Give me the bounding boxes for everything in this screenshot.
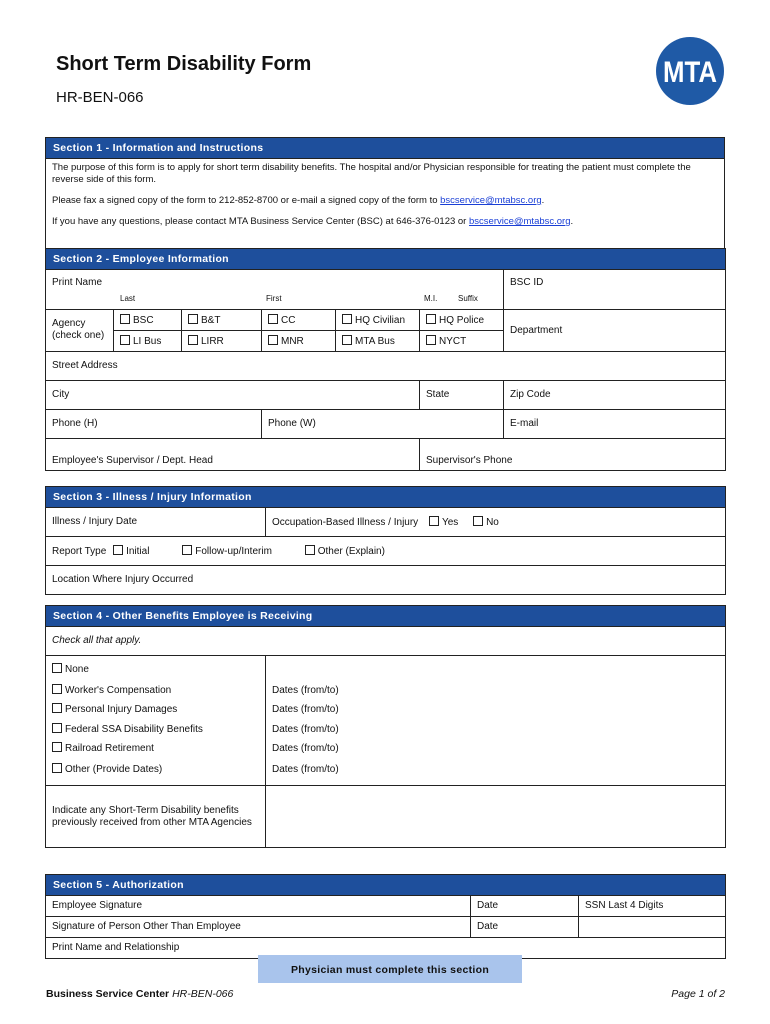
agency-hq-police[interactable]: HQ Police	[420, 310, 504, 331]
phone-work-label: Phone (W)	[268, 418, 316, 429]
email-field[interactable]	[504, 410, 726, 439]
zip-field[interactable]	[504, 381, 726, 410]
last-label: Last	[120, 294, 136, 303]
section1-table	[45, 137, 725, 252]
print-name-label: Print Name	[52, 277, 103, 288]
dates-field[interactable]: Dates (from/to)	[272, 743, 339, 754]
benefit-federal-ssa[interactable]: Federal SSA Disability Benefits	[52, 720, 259, 740]
employee-signature-field[interactable]	[46, 896, 471, 917]
dates-field[interactable]: Dates (from/to)	[272, 684, 339, 696]
checkbox[interactable]	[120, 314, 130, 324]
checkbox[interactable]	[429, 516, 439, 526]
section4-header: Section 4 - Other Benefits Employee is Receiving	[46, 606, 726, 627]
benefit-none[interactable]: None	[52, 660, 259, 680]
employee-signature-label: Employee Signature	[52, 900, 143, 911]
section5-header: Section 5 - Authorization	[46, 875, 726, 896]
agency-mta-bus[interactable]: MTA Bus	[336, 331, 420, 352]
instructions-fax: Please fax a signed copy of the form to 212-852-8700 or e-mail a signed copy of the form to bscservice@mtabsc.org.	[52, 195, 545, 206]
section1-header: Section 1 - Information and Instructions	[46, 138, 725, 159]
checkbox[interactable]	[426, 314, 436, 324]
location-field[interactable]	[46, 566, 726, 595]
supervisor-label: Employee's Supervisor / Dept. Head	[52, 455, 213, 466]
occupation-based-field	[266, 508, 726, 537]
first-label: First	[266, 294, 282, 303]
checkbox[interactable]	[342, 335, 352, 345]
benefit-other[interactable]: Other (Provide Dates)	[52, 760, 259, 780]
ssn-field[interactable]	[579, 896, 726, 917]
location-label: Location Where Injury Occurred	[52, 574, 194, 585]
department-label: Department	[510, 325, 563, 336]
report-type-field	[46, 537, 726, 566]
department-field[interactable]	[504, 310, 726, 352]
illness-date-label: Illness / Injury Date	[52, 516, 138, 527]
section2-header: Section 2 - Employee Information	[46, 249, 726, 270]
physician-note-banner: Physician must complete this section	[258, 955, 522, 983]
agency-bt[interactable]: B&T	[182, 310, 262, 331]
city-label: City	[52, 389, 70, 400]
email-link-2[interactable]: bscservice@mtabsc.org	[469, 216, 571, 227]
supervisor-phone-field[interactable]	[420, 439, 726, 471]
footer-left: Business Service Center HR-BEN-066	[46, 988, 234, 1000]
previous-benefits-field[interactable]	[266, 786, 726, 848]
checkbox[interactable]	[188, 314, 198, 324]
benefit-dates	[266, 656, 726, 786]
agency-cc[interactable]: CC	[262, 310, 336, 331]
agency-label: Agency	[52, 318, 86, 329]
benefits-list	[46, 656, 266, 786]
checkbox[interactable]	[268, 314, 278, 324]
dates-field[interactable]: Dates (from/to)	[272, 723, 339, 735]
agency-mnr[interactable]: MNR	[262, 331, 336, 352]
dates-field[interactable]: Dates (from/to)	[272, 763, 339, 775]
section4-table	[45, 605, 726, 848]
checkbox[interactable]	[188, 335, 198, 345]
check-one-label: (check one)	[52, 330, 105, 341]
previous-benefits-label-cell: Indicate any Short-Term Disability benefits previously received from other MTA Agencies	[46, 786, 266, 848]
check-all-note: Check all that apply.	[46, 627, 726, 656]
report-type-label: Report Type	[52, 546, 107, 557]
checkbox[interactable]	[52, 763, 62, 773]
blank-cell	[579, 917, 726, 938]
section3-header: Section 3 - Illness / Injury Information	[46, 487, 726, 508]
agency-hq-civilian[interactable]: HQ Civilian	[336, 310, 420, 331]
instructions-purpose: The purpose of this form is to apply for short term disability benefits. The hospital and/or Physician responsible for treating the patient must complete the reverse side of this form.	[52, 162, 691, 185]
date-field-2[interactable]	[471, 917, 579, 938]
section3-table	[45, 486, 726, 595]
benefit-railroad[interactable]: Railroad Retirement	[52, 739, 259, 759]
supervisor-field[interactable]	[46, 439, 420, 471]
mta-logo	[656, 37, 724, 105]
email-label: E-mail	[510, 418, 539, 429]
bsc-id-field[interactable]	[504, 270, 726, 310]
mi-label: M.I.	[424, 294, 438, 303]
checkbox[interactable]	[342, 314, 352, 324]
checkbox[interactable]	[52, 742, 62, 752]
suffix-label: Suffix	[458, 294, 478, 303]
checkbox[interactable]	[52, 723, 62, 733]
dates-field[interactable]: Dates (from/to)	[272, 704, 339, 715]
checkbox[interactable]	[426, 335, 436, 345]
agency-bsc[interactable]: BSC	[114, 310, 182, 331]
date-field[interactable]	[471, 896, 579, 917]
phone-home-label: Phone (H)	[52, 418, 98, 429]
page-number: Page 1 of 2	[671, 988, 725, 1000]
agency-nyct[interactable]: NYCT	[420, 331, 504, 352]
zip-label: Zip Code	[510, 389, 551, 400]
instructions-questions: If you have any questions, please contact MTA Business Service Center (BSC) at 646-376-0123 or bscservice@mtabsc.org.	[52, 216, 574, 227]
initial-option[interactable]: Initial	[113, 546, 149, 557]
checkbox[interactable]	[52, 684, 62, 694]
other-explain-option[interactable]: Other (Explain)	[305, 546, 385, 557]
agency-label-cell	[46, 310, 114, 352]
date-label: Date	[477, 921, 499, 932]
agency-lirr[interactable]: LIRR	[182, 331, 262, 352]
phone-home-field[interactable]	[46, 410, 262, 439]
yes-option[interactable]: Yes	[429, 517, 458, 528]
print-name-field[interactable]	[46, 270, 504, 310]
agency-li-bus[interactable]: LI Bus	[114, 331, 182, 352]
other-signature-label: Signature of Person Other Than Employee	[52, 921, 241, 932]
ssn-label: SSN Last 4 Digits	[585, 900, 664, 911]
form-title: Short Term Disability Form	[56, 53, 312, 75]
checkbox[interactable]	[305, 545, 315, 555]
checkbox[interactable]	[268, 335, 278, 345]
occupation-based-label: Occupation-Based Illness / Injury	[272, 517, 419, 528]
print-name-relationship-label: Print Name and Relationship	[52, 942, 180, 953]
checkbox[interactable]	[120, 335, 130, 345]
other-signature-field[interactable]	[46, 917, 471, 938]
email-link[interactable]: bscservice@mtabsc.org	[440, 195, 542, 206]
checkbox[interactable]	[473, 516, 483, 526]
followup-option[interactable]: Follow-up/Interim	[182, 546, 272, 557]
city-field[interactable]	[46, 381, 420, 410]
checkbox[interactable]	[52, 663, 62, 673]
illness-date-field[interactable]	[46, 508, 266, 537]
state-label: State	[426, 389, 450, 400]
benefit-personal-injury[interactable]: Personal Injury Damages	[52, 700, 259, 720]
street-address-label: Street Address	[52, 360, 118, 371]
svg-text:MTA: MTA	[663, 56, 717, 89]
no-option[interactable]: No	[473, 517, 499, 528]
phone-work-field[interactable]	[262, 410, 504, 439]
section2-table	[45, 248, 726, 471]
supervisor-phone-label: Supervisor's Phone	[426, 455, 513, 466]
form-number: HR-BEN-066	[56, 89, 144, 106]
section5-table	[45, 874, 726, 959]
street-address-field[interactable]	[46, 352, 726, 381]
date-label: Date	[477, 900, 499, 911]
checkbox[interactable]	[182, 545, 192, 555]
bsc-id-label: BSC ID	[510, 277, 544, 288]
benefit-workers-comp[interactable]: Worker's Compensation	[52, 681, 259, 701]
checkbox[interactable]	[52, 703, 62, 713]
checkbox[interactable]	[113, 545, 123, 555]
state-field[interactable]	[420, 381, 504, 410]
